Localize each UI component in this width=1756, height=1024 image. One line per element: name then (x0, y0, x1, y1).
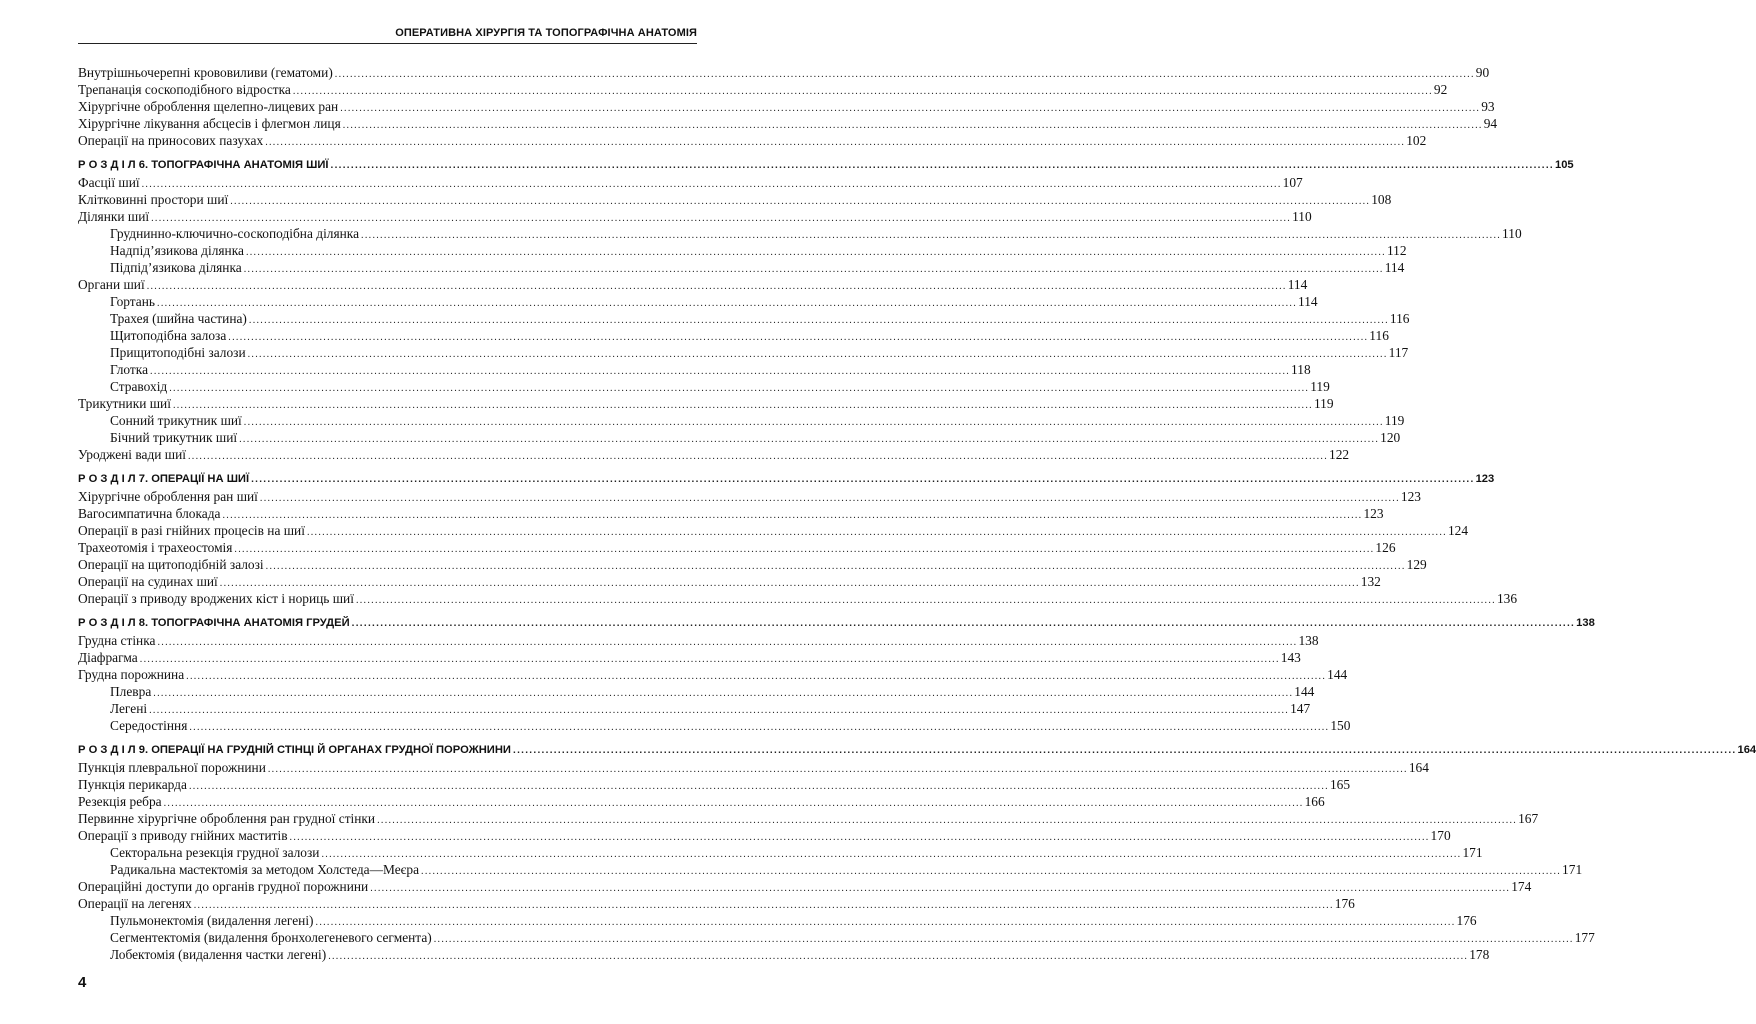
toc-page-number: 170 (1430, 828, 1451, 843)
toc-entry (78, 539, 1396, 556)
toc-leader-dots: ............................................................................................................................................................................................................................................................................................................ (292, 86, 1433, 97)
toc-subentry (78, 912, 1477, 929)
toc-page-number: 174 (1511, 879, 1532, 894)
toc-leader-dots: ............................................................................................................................................................................................................................................................................................................ (342, 120, 1483, 131)
toc-section-heading (78, 157, 1574, 174)
toc-page-number: 93 (1481, 99, 1495, 114)
toc-leader-dots: ............................................................................................................................................................................................................................................................................................................ (186, 671, 1327, 682)
toc-entry-title: Операційні доступи до органів грудної порожнини (78, 879, 369, 894)
toc-entry-title: Операції на легенях (78, 896, 192, 911)
toc-entry-title: Плевра (110, 684, 152, 699)
toc-subentry (78, 861, 1583, 878)
toc-page-number: 144 (1327, 667, 1348, 682)
toc-entry (78, 98, 1495, 115)
toc-entry-title: Легені (110, 701, 148, 716)
toc-entry (78, 793, 1325, 810)
header-title: ОПЕРАТИВНА ХІРУРГІЯ ТА ТОПОГРАФІЧНА АНАТОМІЯ (395, 27, 697, 39)
toc-entry (78, 632, 1319, 649)
toc-entry-title: Діафрагма (78, 650, 138, 665)
toc-entry (78, 573, 1381, 590)
toc-page-number: 114 (1298, 294, 1318, 309)
toc-leader-dots: ............................................................................................................................................................................................................................................................................................................ (334, 69, 1475, 80)
toc-leader-dots: ............................................................................................................................................................................................................................................................................................................ (153, 688, 1294, 699)
toc-leader-dots: ............................................................................................................................................................................................................................................................................................................ (172, 400, 1313, 411)
toc-subentry (78, 412, 1405, 429)
toc-entry-title: Середостіння (110, 718, 188, 733)
toc-leader-dots: ............................................................................................................................................................................................................................................................................................................ (151, 213, 1292, 224)
toc-entry (78, 810, 1539, 827)
toc-leader-dots: ............................................................................................................................................................................................................................................................................................................ (248, 315, 1389, 326)
toc-subentry (78, 225, 1522, 242)
toc-leader-dots: ............................................................................................................................................................................................................................................................................................................ (219, 578, 1360, 589)
toc-entry-title: Клітковинні простори шиї (78, 192, 229, 207)
toc-entry-title: Вагосимпатична блокада (78, 506, 221, 521)
toc-entry-title: Трикутники шиї (78, 396, 171, 411)
toc-entry (78, 776, 1351, 793)
toc-page-number: 164 (1408, 760, 1429, 775)
toc-entry-title: Надпід’язикова ділянка (110, 243, 244, 258)
toc-entry-title: Р О З Д І Л 8. ТОПОГРАФІЧНА АНАТОМІЯ ГРУДЕЙ (78, 617, 350, 629)
toc-subentry (78, 327, 1389, 344)
toc-entry-title: Операції з приводу вроджених кіст і нориць шиї (78, 591, 354, 606)
toc-entry (78, 208, 1312, 225)
toc-entry-title: Внутрішньочерепні крововиливи (гематоми) (78, 65, 333, 80)
toc-entry-title: Підпід’язикова ділянка (110, 260, 242, 275)
toc-page-number: 116 (1389, 311, 1410, 326)
toc-entry (78, 276, 1308, 293)
toc-entry-title: Первинне хірургічне оброблення ран грудної стінки (78, 811, 376, 826)
toc-leader-dots: ............................................................................................................................................................................................................................................................................................................ (328, 951, 1469, 962)
toc-page-number: 123 (1400, 489, 1421, 504)
toc-subentry (78, 259, 1405, 276)
toc-page-number: 178 (1469, 947, 1490, 962)
toc-entry-title: Щитоподібна залоза (110, 328, 227, 343)
toc-leader-dots: ............................................................................................................................................................................................................................................................................................................ (251, 474, 1475, 485)
toc-leader-dots: ............................................................................................................................................................................................................................................................................................................ (306, 527, 1447, 538)
toc-subentry (78, 700, 1311, 717)
toc-leader-dots: ............................................................................................................................................................................................................................................................................................................ (315, 917, 1456, 928)
toc-page-number: 138 (1576, 617, 1595, 629)
toc-page-number: 114 (1384, 260, 1405, 275)
toc-leader-dots: ............................................................................................................................................................................................................................................................................................................ (157, 298, 1298, 309)
toc-section-heading (78, 471, 1495, 488)
toc-entry-title: Хірургічне оброблення щелепно-лицевих ран (78, 99, 339, 114)
toc-page-number: 138 (1298, 633, 1319, 648)
toc-entry-title: Грудна стінка (78, 633, 156, 648)
toc-page-number: 132 (1360, 574, 1381, 589)
toc-subentry (78, 378, 1330, 395)
toc-entry (78, 878, 1532, 895)
toc-entry (78, 174, 1303, 191)
toc-entry-title: Операції з приводу гнійних маститів (78, 828, 288, 843)
toc-entry-title: Трахея (шийна частина) (110, 311, 247, 326)
toc-leader-dots: ............................................................................................................................................................................................................................................................................................................ (188, 781, 1329, 792)
toc-entry (78, 395, 1334, 412)
toc-page-number: 123 (1363, 506, 1384, 521)
toc-entry-title: Глотка (110, 362, 149, 377)
toc-section-heading (78, 615, 1595, 632)
toc-page-number: 176 (1456, 913, 1477, 928)
toc-page-number: 124 (1447, 523, 1469, 538)
toc-subentry (78, 293, 1318, 310)
toc-leader-dots: ............................................................................................................................................................................................................................................................................................................ (355, 595, 1496, 606)
toc-entry-title: Трепанація соскоподібного відростка (78, 82, 291, 97)
toc-leader-dots: ............................................................................................................................................................................................................................................................................................................ (146, 281, 1287, 292)
toc-entry-title: Пункція плевральної порожнини (78, 760, 266, 775)
toc-entry-title: Органи шиї (78, 277, 145, 292)
toc-page-number: 165 (1329, 777, 1351, 792)
toc-page-number: 171 (1462, 845, 1483, 860)
toc-entry-title: Лобектомія (видалення частки легені) (110, 947, 327, 962)
toc-entry (78, 488, 1421, 505)
toc-page-number: 177 (1574, 930, 1595, 945)
toc-entry-title: Операції на приносових пазухах (78, 133, 264, 148)
toc-entry-title: Сонний трикутник шиї (110, 413, 242, 428)
toc-page-number: 116 (1369, 328, 1389, 343)
toc-entry-title: Хірургічне оброблення ран шиї (78, 489, 258, 504)
toc-leader-dots: ............................................................................................................................................................................................................................................................................................................ (239, 434, 1380, 445)
toc-subentry (78, 242, 1407, 259)
toc-subentry (78, 844, 1483, 861)
toc-leader-dots: ............................................................................................................................................................................................................................................................................................................ (512, 745, 1737, 756)
toc-page-number: 118 (1291, 362, 1311, 377)
toc-page-number: 117 (1388, 345, 1409, 360)
toc-leader-dots: ............................................................................................................................................................................................................................................................................................................ (157, 637, 1298, 648)
page-number: 4 (78, 974, 87, 991)
toc-entry (78, 191, 1392, 208)
toc-entry-title: Прищитоподібні залози (110, 345, 246, 360)
toc-page-number: 176 (1334, 896, 1355, 911)
toc-leader-dots: ............................................................................................................................................................................................................................................................................................................ (340, 103, 1481, 114)
toc-page-number: 107 (1282, 175, 1303, 190)
toc-entry-title: Операції в разі гнійних процесів на шиї (78, 523, 305, 538)
toc-leader-dots: ............................................................................................................................................................................................................................................................................................................ (163, 798, 1304, 809)
toc-page-number: 150 (1330, 718, 1351, 733)
toc-leader-dots: ............................................................................................................................................................................................................................................................................................................ (141, 179, 1282, 190)
toc-entry (78, 827, 1451, 844)
toc-entry-title: Стравохід (110, 379, 168, 394)
toc-subentry (78, 344, 1409, 361)
toc-entry-title: Хірургічне лікування абсцесів і флегмон лиця (78, 116, 341, 131)
toc-page-number: 122 (1329, 447, 1350, 462)
toc-entry-title: Трахеотомія і трахеостомія (78, 540, 233, 555)
toc-subentry (78, 683, 1315, 700)
toc-entry-title: Р О З Д І Л 6. ТОПОГРАФІЧНА АНАТОМІЯ ШИЇ (78, 159, 329, 171)
toc-leader-dots: ............................................................................................................................................................................................................................................................................................................ (370, 883, 1511, 894)
toc-entry-title: Сегментектомія (видалення бронхолегеневого сегмента) (110, 930, 432, 945)
toc-page-number: 108 (1371, 192, 1392, 207)
toc-page-number: 144 (1294, 684, 1315, 699)
toc-leader-dots: ............................................................................................................................................................................................................................................................................................................ (234, 544, 1375, 555)
toc-entry (78, 132, 1427, 149)
toc-leader-dots: ............................................................................................................................................................................................................................................................................................................ (421, 866, 1562, 877)
toc-entry-title: Р О З Д І Л 7. ОПЕРАЦІЇ НА ШИЇ (78, 473, 250, 485)
toc-page-number: 90 (1475, 65, 1490, 80)
toc-entry (78, 64, 1490, 81)
toc-leader-dots: ............................................................................................................................................................................................................................................................................................................ (265, 137, 1406, 148)
toc-entry (78, 446, 1350, 463)
toc-subentry (78, 429, 1401, 446)
toc-entry (78, 590, 1518, 607)
toc-leader-dots: ............................................................................................................................................................................................................................................................................................................ (222, 510, 1363, 521)
toc-leader-dots: ............................................................................................................................................................................................................................................................................................................ (188, 451, 1328, 462)
toc-leader-dots: ............................................................................................................................................................................................................................................................................................................ (247, 349, 1388, 360)
running-header (78, 27, 697, 44)
toc-page-number: 143 (1280, 650, 1301, 665)
toc-entry (78, 505, 1384, 522)
toc-entry-title: Резекція ребра (78, 794, 162, 809)
toc-page-number: 126 (1375, 540, 1396, 555)
toc-entry (78, 649, 1301, 666)
toc-leader-dots: ............................................................................................................................................................................................................................................................................................................ (243, 417, 1384, 428)
toc-page-number: 147 (1290, 701, 1311, 716)
toc-entry (78, 522, 1469, 539)
toc-leader-dots: ............................................................................................................................................................................................................................................................................................................ (228, 332, 1369, 343)
toc-leader-dots: ............................................................................................................................................................................................................................................................................................................ (243, 264, 1384, 275)
toc-section-heading (78, 742, 1756, 759)
toc-entry-title: Пульмонектомія (видалення легені) (110, 913, 314, 928)
toc-entry (78, 895, 1355, 912)
toc-leader-dots: ............................................................................................................................................................................................................................................................................................................ (267, 764, 1408, 775)
toc-page-number: 110 (1292, 209, 1312, 224)
toc-page-number: 119 (1313, 396, 1334, 411)
toc-subentry (78, 929, 1595, 946)
toc-leader-dots: ............................................................................................................................................................................................................................................................................................................ (230, 196, 1371, 207)
toc-page-number: 119 (1384, 413, 1405, 428)
toc-entry-title: Гортань (110, 294, 156, 309)
toc-page-number: 102 (1406, 133, 1427, 148)
toc-page-number: 92 (1433, 82, 1448, 97)
toc-entry-title: Пункція перикарда (78, 777, 187, 792)
toc-page-number: 123 (1475, 473, 1495, 485)
toc-leader-dots: ............................................................................................................................................................................................................................................................................................................ (139, 654, 1280, 665)
toc-entry-title: Бічний трикутник шиї (110, 430, 238, 445)
toc-page-number: 166 (1304, 794, 1325, 809)
toc-entry (78, 759, 1429, 776)
toc-entry-title: Грудна порожнина (78, 667, 185, 682)
toc-entry-title: Операції на щитоподібній залозі (78, 557, 264, 572)
toc-page-number: 94 (1483, 116, 1498, 131)
toc-entry-title: Уроджені вади шиї (78, 447, 186, 462)
toc-leader-dots: ............................................................................................................................................................................................................................................................................................................ (321, 849, 1462, 860)
toc-subentry (78, 717, 1351, 734)
toc-leader-dots: ............................................................................................................................................................................................................................................................................................................ (150, 366, 1291, 377)
toc-leader-dots: ............................................................................................................................................................................................................................................................................................................ (245, 247, 1386, 258)
toc-subentry (78, 946, 1490, 963)
toc-page-number: 114 (1287, 277, 1308, 292)
toc-page-number: 105 (1554, 159, 1574, 171)
toc-leader-dots: ............................................................................................................................................................................................................................................................................................................ (189, 722, 1330, 733)
toc-subentry (78, 310, 1410, 327)
toc-leader-dots: ............................................................................................................................................................................................................................................................................................................ (193, 900, 1334, 911)
toc-leader-dots: ............................................................................................................................................................................................................................................................................................................ (265, 561, 1406, 572)
toc-leader-dots: ............................................................................................................................................................................................................................................................................................................ (330, 160, 1554, 171)
toc-page-number: 110 (1502, 226, 1522, 241)
toc-entry-title: Р О З Д І Л 9. ОПЕРАЦІЇ НА ГРУДНІЙ СТІНЦІ Й ОРГАНАХ ГРУДНОЇ ПОРОЖНИНИ (78, 744, 511, 756)
toc-page-number: 171 (1562, 862, 1583, 877)
toc-entry (78, 556, 1427, 573)
toc-entry-title: Ділянки шиї (78, 209, 150, 224)
toc-leader-dots: ............................................................................................................................................................................................................................................................................................................ (377, 815, 1518, 826)
toc-entry-title: Груднинно-ключично-соскоподібна ділянка (110, 226, 360, 241)
toc-page-number: 136 (1496, 591, 1518, 606)
toc-leader-dots: ............................................................................................................................................................................................................................................................................................................ (169, 383, 1310, 394)
toc-page-number: 167 (1518, 811, 1539, 826)
toc-entry-title: Радикальна мастектомія за методом Холстеда—Меєра (110, 862, 420, 877)
toc-page-number: 119 (1310, 379, 1330, 394)
toc-page-number: 129 (1406, 557, 1427, 572)
toc-entry-title: Операції на судинах шиї (78, 574, 218, 589)
toc-leader-dots: ............................................................................................................................................................................................................................................................................................................ (289, 832, 1430, 843)
toc-entry (78, 666, 1348, 683)
toc-leader-dots: ............................................................................................................................................................................................................................................................................................................ (351, 618, 1576, 629)
toc-page-number: 120 (1380, 430, 1401, 445)
table-of-contents (78, 64, 1756, 963)
toc-page-number: 164 (1737, 744, 1756, 756)
toc-entry-title: Фасції шиї (78, 175, 140, 190)
toc-subentry (78, 361, 1311, 378)
toc-entry (78, 115, 1498, 132)
toc-entry (78, 81, 1448, 98)
toc-entry-title: Секторальна резекція грудної залози (110, 845, 320, 860)
toc-leader-dots: ............................................................................................................................................................................................................................................................................................................ (259, 493, 1400, 504)
toc-leader-dots: ............................................................................................................................................................................................................................................................................................................ (149, 705, 1290, 716)
toc-leader-dots: ............................................................................................................................................................................................................................................................................................................ (433, 934, 1574, 945)
toc-page-number: 112 (1386, 243, 1407, 258)
toc-leader-dots: ............................................................................................................................................................................................................................................................................................................ (361, 230, 1502, 241)
